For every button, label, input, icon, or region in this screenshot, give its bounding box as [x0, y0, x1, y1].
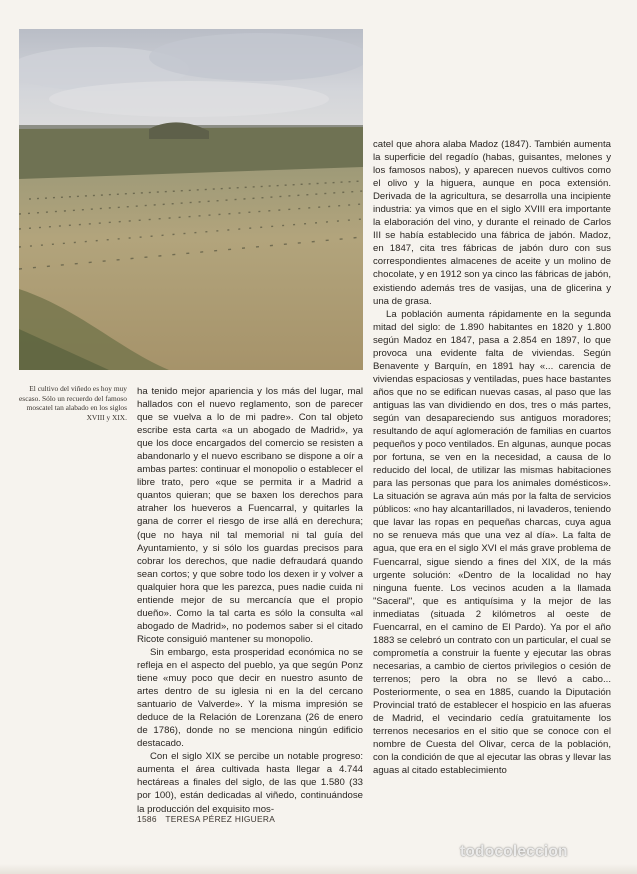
paragraph: catel que ahora alaba Madoz (1847). También aumenta la superficie del regadío (habas, guisantes, melones y los famosos nabos), y aparecen nuevos cultivos como el olivo y la higuera, aunque en poca extensión. Derivada de la agricultura, se desarrolla una incipiente industria: ya vimos que en el siglo XVIII era importante la elaboración del vino, y durante el reinado de Carlos III se había establecido una fábrica de jabón. Madoz, en 1847, cita tres fábricas de jabón duro con sus correspondientes almacenes de aceite y un molino de chocolate, y en 1912 son ya cinco las fábricas de jabón, existiendo además tres de vasijas, una de glicerina y una de grasa.: [373, 139, 611, 307]
vineyard-photo: [19, 29, 363, 370]
photo-caption: El cultivo del viñedo es hoy muy escaso. Sólo un recuerdo del famoso moscatel tan alabado en los siglos XVIII y XIX.: [19, 384, 127, 422]
page-footer: [137, 814, 275, 824]
vineyard-landscape-image: [19, 29, 363, 370]
author-name: TERESA PÉREZ HIGUERA: [165, 814, 276, 824]
paragraph: Sin embargo, esta prosperidad económica no se refleja en el aspecto del pueblo, ya que según Ponz tiene «muy poco que decir en nuestro asunto de artes dentro de su iglesia ni en la del cercano santuario de Valverde». Y la misma impresión se deduce de la Relación de Lorenzana (26 de enero de 1786), donde no se menciona ningún edificio destacado.: [137, 646, 363, 750]
watermark-logo: todocoleccion: [460, 843, 568, 860]
right-text-column: [373, 138, 611, 777]
paragraph: Con el siglo XIX se percibe un notable progreso: aumenta el área cultivada hasta llegar a 4.744 hectáreas a finales del siglo, de las que 1.580 (33 por 100), están dedicadas al viñedo, continuándose la producción del exquisito mos-: [137, 751, 363, 815]
left-text-column: [137, 385, 363, 816]
paragraph: La población aumenta rápidamente en la segunda mitad del siglo: de 1.890 habitantes en 1820 y 1.800 según Madoz en 1847, pasa a 2.854 en 1897, lo que provoca una evidente falta de viviendas. Según Benavente y Barquín, en 1891 hay «... carencia de viviendas espaciosas y ventiladas, pues hace bastantes años que no se edifican nuevas casas, al paso que las antiguas las van dividiendo en dos, tres o más partes, según van desapareciendo sus antiguos moradores; resultando de aquí aglomeración de familias en cuartos pequeños y poco ventilados. En algunas, aunque pocas por fortuna, se ven en la necesidad, a causa de lo reducido del local, de utilizar las mismas habitaciones para las personas que para los animales domésticos». La situación se agrava aún más por la falta de servicios públicos: «no hay alcantarillados, ni lavaderos, teniendo que lavar las ropas en pequeñas charcas, cuya agua no se renueva más que una vez al día». La falta de agua, que era en el siglo XVI el más grave problema de Fuencarral, sigue siendo a fines del XIX, de la más urgente solución: «Dentro de la localidad no hay ninguna fuente. Los vecinos acuden a la llamada "Saceral", que es antiquísima y la mejor de las inmediatas (situada 2 kilómetros al oeste de Fuencarral, en el camino de El Pardo). Ya por el año 1883 se celebró un contrato con un particular, el cual se comprometía a construir la fuente y ejecutar las obras necesarias, a cambio de ciertos privilegios o cesión de terrenos; pero la obra no se llevó a cabo... Posteriormente, o sea en 1885, cuando la Diputación Provincial trató de establecer el hospicio en las afueras de Madrid, el vecindario cedía gratuitamente los terrenos necesarios en el sitio que se conoce con el nombre de Cuesta del Olivar, cerca de la población, con la condición de que al ejecutar las obras y llevar las aguas al citado establecimiento: [373, 308, 611, 777]
page-number: 1586: [137, 814, 157, 824]
paragraph: ha tenido mejor apariencia y los más del lugar, mal hallados con el nuevo reglamento, son de parecer que se vuelva a lo de mi padre». Con tal objeto escribe esta carta «a un abogado de Madrid», ya que los doce encargados del comercio se resisten a abandonarlo y el nuevo escribano se dispone a oír a ambas partes: continuar el monopolio o establecer el libre trato, pero «que se permita ir a Madrid a quantos quieran; que se baxen los derechos para atraher los hueveros a Fuencarral, y quitarles la gana de correr el riesgo de irse allá en derechura; (que no haya nil tal memorial ni tal guía del Ayuntamiento, y si sólo los guardas precisos para cobrar los derechos, que nadie defraudará quando sean cortos; y que sobre todo los dexen ir y volver a qualquier hora que les parezca, pues nadie cuida ni entiende mejor de su mercancía que el propio dueño». Como la tal carta es sólo la consulta «al abogado de Madrid», no podemos saber si el citado Ricote consiguió mantener su monopolio.: [137, 386, 363, 645]
page-bottom-edge: [0, 864, 637, 874]
